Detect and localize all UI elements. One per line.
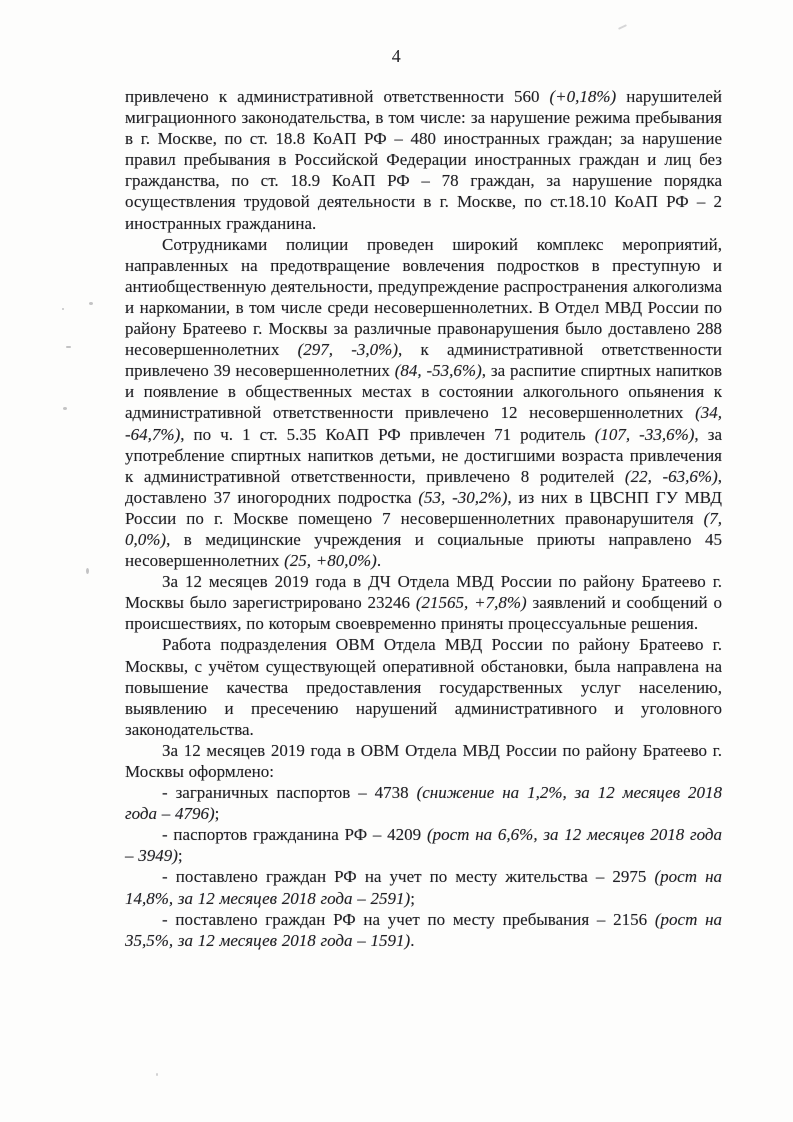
- text-segment: ;: [177, 846, 183, 866]
- stat-value-italic: (297, -3,0%): [297, 340, 398, 360]
- stat-value-italic: (25, +80,0%): [284, 551, 377, 571]
- stat-value-italic: (рост на 14,8%, за 12 месяцев 2018 года – 2591): [125, 867, 722, 908]
- stat-value-italic: (7, 0,0%): [125, 508, 722, 549]
- paragraph: [125, 909, 722, 951]
- text-segment: - поставлено граждан РФ на учет по месту жительства – 2975: [162, 867, 655, 887]
- text-segment: За 12 месяцев 2019 года в ОВМ Отдела МВД России по району Братеево г. Москвы оформлено:: [125, 740, 722, 781]
- text-segment: , доставлено 37 иногородних подростка: [125, 466, 722, 507]
- page-number: 4: [391, 46, 402, 66]
- scan-speck: [618, 24, 627, 30]
- scan-speck: [86, 568, 89, 574]
- paragraph: [125, 234, 722, 572]
- stat-value-italic: (34, -64,7%): [125, 403, 722, 444]
- text-segment: За 12 месяцев 2019 года в ДЧ Отдела МВД России по району Братеево г. Москвы было зарегистрировано 23246: [125, 572, 722, 613]
- text-segment: ;: [410, 888, 415, 908]
- scan-speck: [89, 302, 93, 305]
- text-segment: заявлений и сообщений о происшествиях, по которым своевременно приняты процессуальные решения.: [125, 593, 722, 634]
- paragraph: [125, 824, 722, 866]
- paragraph: [125, 740, 722, 782]
- paragraph: [125, 634, 722, 739]
- text-segment: , в медицинские учреждения и социальные приюты направлено 45 несовершеннолетних: [125, 529, 722, 571]
- scan-speck: [66, 346, 71, 348]
- stat-value-italic: (рост на 6,6%, за 12 месяцев 2018 года – 3949): [125, 825, 722, 866]
- text-segment: Работа подразделения ОВМ Отдела МВД России по району Братеево г. Москвы, с учётом существующей оперативной обстановки, была направлена на повышение качества предоставления государственных услуг населению, выявлению и пресечению нарушений административного и уголовного законодательства.: [125, 635, 722, 739]
- text-segment: - поставлено граждан РФ на учет по месту пребывания – 2156: [162, 909, 655, 929]
- paragraph: [125, 866, 722, 908]
- stat-value-italic: (снижение на 1,2%, за 12 месяцев 2018 года – 4796): [125, 783, 723, 824]
- text-segment: , по ч. 1 ст. 5.35 КоАП РФ привлечен 71 родитель: [180, 424, 595, 444]
- text-segment: ;: [214, 804, 220, 824]
- stat-value-italic: (21565, +7,8%): [415, 593, 527, 613]
- paragraph: [125, 782, 722, 824]
- stat-value-italic: (107, -33,6%): [594, 424, 695, 444]
- scan-speck: [156, 1073, 158, 1076]
- stat-value-italic: (+0,18%): [549, 87, 617, 106]
- stat-value-italic: (рост на 35,5%, за 12 месяцев 2018 года – 1591): [125, 909, 723, 950]
- text-segment: , за употребление спиртных напитков детьми, не достигшими возраста привлечения к административной ответственности, привлечено 8 родителей: [125, 424, 722, 486]
- text-segment: , из них в ЦВСНП ГУ МВД России по г. Москве помещено 7 несовершеннолетних правонарушителя: [125, 487, 722, 528]
- stat-value-italic: (22, -63,6%): [624, 466, 718, 486]
- paragraph: [125, 86, 722, 234]
- text-segment: Сотрудниками полиции проведен широкий комплекс мероприятий, направленных на предотвращение вовлечения подростков в преступную и антиобщественную деятельности, предупреждение распространения алкоголизма и наркомании, в том числе среди несовершеннолетних. В Отдел МВД России по району Братеево г. Москвы за различные правонарушения было доставлено 288 несовершеннолетних: [125, 234, 722, 360]
- text-segment: .: [376, 551, 382, 571]
- stat-value-italic: (53, -30,2%): [418, 487, 508, 507]
- text-segment: - паспортов гражданина РФ – 4209: [162, 825, 427, 845]
- scan-speck: [62, 308, 64, 310]
- text-segment: нарушителей миграционного законодательства, в том числе: за нарушение режима пребывания в г. Москве, по ст. 18.8 КоАП РФ – 480 иностранных граждан; за нарушение правил пребывания в Российской Федерации иностранных граждан и лиц без гражданства, по ст. 18.9 КоАП РФ – 78 граждан, за нарушение порядка осуществления трудовой деятельности в г. Москве, по ст.18.10 КоАП РФ – 2 иностранных гражданина.: [125, 87, 722, 233]
- scan-speck: [63, 407, 67, 410]
- text-segment: .: [410, 930, 415, 950]
- paragraph: [125, 571, 722, 634]
- document-body: [125, 86, 722, 951]
- text-segment: привлечено к административной ответственности 560: [125, 87, 550, 106]
- text-segment: , к административной ответственности привлечено 39 несовершеннолетних: [125, 340, 722, 381]
- stat-value-italic: (84, -53,6%): [394, 361, 482, 381]
- text-segment: , за распитие спиртных напитков и появление в общественных местах в состоянии алкогольного опьянения к административной ответственности привлечено 12 несовершеннолетних: [125, 361, 722, 423]
- text-segment: - заграничных паспортов – 4738: [162, 783, 417, 803]
